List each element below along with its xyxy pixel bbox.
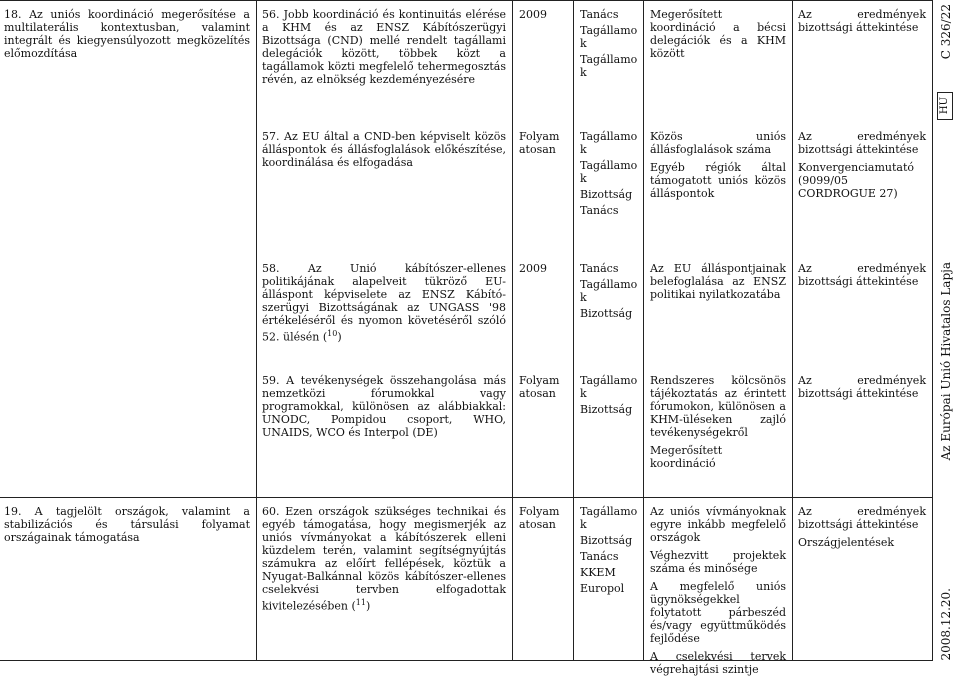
- indicator-56: Megerősített koordináció a bécsi delegációk és a KHM között: [650, 8, 786, 60]
- parties-57: [580, 130, 640, 220]
- indicator-item: Véghezvitt projektek száma és minősége: [650, 549, 786, 575]
- indicators-59: [650, 374, 786, 475]
- column-divider-2: [512, 0, 513, 661]
- action-60: [262, 505, 506, 613]
- assessment-item: Konvergenciamutató (9099/05 CORDROGUE 27): [798, 161, 915, 200]
- assessment-item: Országjelentések: [798, 536, 895, 549]
- objective-18: 18. Az uniós koordináció megerősítése a multilaterális kontextusban, valamint integrált és kiegyensúlyozott megközelítés előmozdítása: [4, 8, 250, 60]
- party-item: Bizottság: [580, 307, 633, 320]
- column-divider-5: [792, 0, 793, 661]
- party-item: Bizottság: [580, 534, 633, 547]
- party-item: Europol: [580, 582, 625, 595]
- footnote-ref-10[interactable]: 10: [327, 329, 338, 338]
- action-60-closing: ): [365, 599, 371, 613]
- assessment-56: Az eredmények bizottsági áttekintése: [798, 8, 926, 34]
- timetable-60: Folyamatosan: [519, 505, 560, 531]
- action-59: 59. A tevékenységek összehangolása más nemzetközi fórumokkal vagy programokkal, különösen az alábbiakkal: UNODC, Pompidou csoport, WHO, UNAIDS, WCO és Interpol (DE): [262, 374, 506, 439]
- parties-59: [580, 374, 640, 419]
- footnote-ref-11[interactable]: 11: [355, 598, 366, 607]
- publication-date: 2008.12.20.: [939, 588, 953, 661]
- indicator-item: Egyéb régiók által támogatott uniós közös álláspontok: [650, 161, 786, 200]
- action-58-text: 58. Az Unió kábítószer-ellenes politikájának alapelveit tükröző EU-álláspont képviselete az ENSZ Kábítószerügyi Bizottságának az UNGASS '98 értékeléséről és nyomon követéséről szóló 52. ülésén (: [262, 262, 506, 344]
- assessment-59: Az eredmények bizottsági áttekintése: [798, 374, 926, 400]
- assessment-60: [798, 505, 926, 554]
- action-58-closing: ): [337, 330, 342, 344]
- assessment-item: Az eredmények bizottsági áttekintése: [798, 505, 926, 531]
- party-item: Tanács: [580, 8, 619, 21]
- party-item: KKEM: [580, 566, 616, 579]
- party-item: Tanács: [580, 204, 619, 217]
- assessment-item: Az eredmények bizottsági áttekintése: [798, 130, 926, 156]
- action-58: [262, 262, 506, 344]
- timetable-59: Folyamatosan: [519, 374, 560, 400]
- column-divider-4: [643, 0, 644, 661]
- assessment-57: [798, 130, 926, 205]
- column-divider-1: [256, 0, 257, 661]
- action-56: 56. Jobb koordináció és kontinuitás elérése a KHM és az ENSZ Kábítószerügyi Bizottsága (CND) mellé rendelt tagállami delegációk között, többek közt a tagállamok közti megfelelő tehermegosztás révén, az elnökség kezdeményezésére: [262, 8, 506, 86]
- indicator-item: Közös uniós állásfoglalások száma: [650, 130, 786, 156]
- indicator-item: A megfelelő uniós ügynökségekkel folytatott párbeszéd és/vagy együttműködés fejlődése: [650, 580, 786, 645]
- parties-58: [580, 262, 640, 323]
- language-code-badge: [937, 92, 953, 120]
- parties-60: [580, 505, 640, 598]
- party-item: Tagállamok: [580, 159, 638, 185]
- party-item: Tanács: [580, 262, 619, 275]
- journal-reference: C 326/22: [939, 4, 953, 60]
- indicator-item: Megerősített koordináció: [650, 444, 723, 470]
- timetable-57: Folyamatosan: [519, 130, 560, 156]
- language-code: HU: [939, 97, 950, 115]
- party-item: Bizottság: [580, 403, 633, 416]
- action-60-text: 60. Ezen országok szükséges technikai és egyéb támogatása, hogy megismerjék az uniós vívmányokat a kábítószerek elleni küzdelem terén, valamint segítségnyújtás számukra az előírt fellépések, köztük a Nyugat-Balkánnal közös kábítószer-ellenes cselekvési tervben elfogadottak kivitelezésében (: [262, 505, 506, 613]
- indicator-58: Az EU álláspontjainak belefoglalása az ENSZ politikai nyilatkozatába: [650, 262, 786, 301]
- party-item: Bizottság: [580, 188, 633, 201]
- side-header: [926, 0, 960, 661]
- party-item: Tagállamok: [580, 53, 638, 79]
- action-57: 57. Az EU által a CND-ben képviselt közös álláspontok és állásfoglalások előkészítése, koordinálása és elfogadása: [262, 130, 506, 169]
- party-item: Tagállamok: [580, 505, 638, 531]
- indicator-item: Az uniós vívmányoknak egyre inkább megfelelő országok: [650, 505, 786, 544]
- party-item: Tagállamok: [580, 278, 638, 304]
- party-item: Tagállamok: [580, 130, 638, 156]
- parties-56: [580, 8, 640, 82]
- column-divider-3: [573, 0, 574, 661]
- timetable-58: 2009: [519, 262, 547, 275]
- timetable-56: 2009: [519, 8, 547, 21]
- indicators-60: [650, 505, 786, 681]
- journal-title: Az Európai Unió Hivatalos Lapja: [939, 262, 953, 461]
- objective-19: 19. A tagjelölt országok, valamint a stabilizációs és társulási folyamat országainak támogatása: [4, 505, 250, 544]
- party-item: Tanács: [580, 550, 619, 563]
- indicator-item: Rendszeres kölcsönös tájékoztatás az érintett fórumokon, különösen a KHM-üléseken zajló tevékenységekről: [650, 374, 786, 439]
- party-item: Tagállamok: [580, 374, 638, 400]
- indicators-57: [650, 130, 786, 205]
- assessment-58: Az eredmények bizottsági áttekintése: [798, 262, 926, 288]
- indicator-item: A cselekvési tervek végrehajtási szintje: [650, 650, 786, 676]
- party-item: Tagállamok: [580, 24, 638, 50]
